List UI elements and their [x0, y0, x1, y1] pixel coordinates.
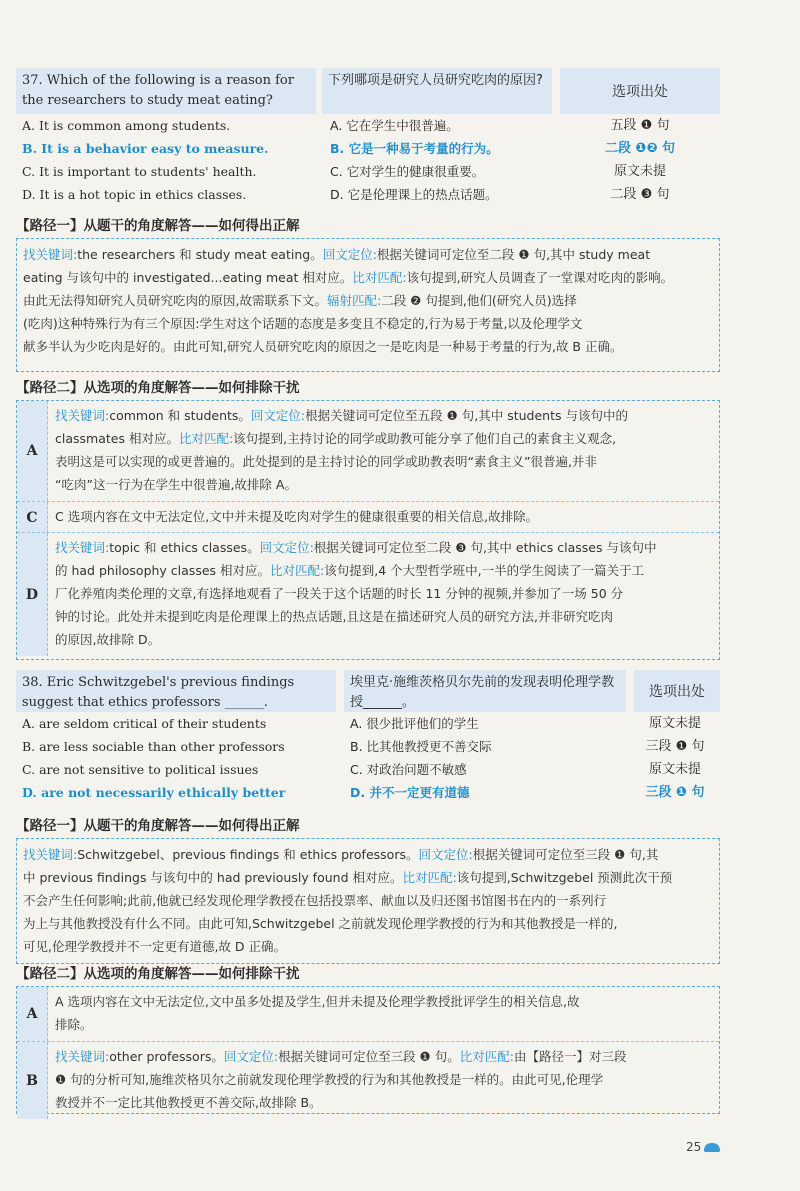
step-text: 该句提到,研究人员调查了一堂课对吃肉的影响。 — [406, 270, 674, 285]
explanation-line — [23, 243, 713, 266]
q37-question-cn-text: 下列哪项是研究人员研究吃肉的原因? — [328, 73, 543, 88]
option-cn: A. 它在学生中很普遍。 — [330, 118, 459, 133]
explanation-line — [55, 473, 711, 496]
option-analysis — [55, 1045, 711, 1114]
step-text: 根据关键词可定位至三段 ❶ 句。 — [278, 1049, 460, 1064]
option-analysis — [55, 990, 711, 1036]
step-label: 回文定位: — [322, 247, 377, 262]
q37-question-en — [16, 68, 316, 114]
option-cn: C. 对政治问题不敏感 — [350, 762, 467, 777]
option-source: 原文未提 — [648, 762, 701, 777]
step-label: 比对匹配: — [459, 1049, 514, 1064]
q37-route1-text — [23, 243, 713, 358]
option-cn: B. 比其他教授更不善交际 — [350, 739, 492, 754]
step-text: other professors。 — [109, 1049, 224, 1064]
step-text: 该句提到,Schwitzgebel 预测此次干预 — [456, 870, 673, 885]
explanation-line — [55, 450, 711, 473]
step-text: 由【路径一】对三段 — [513, 1049, 627, 1064]
step-text: 中 previous findings 与该句中的 had previously found 相对应。 — [23, 870, 403, 885]
option-en: D. It is a hot topic in ethics classes. — [22, 187, 247, 202]
step-text: 根据关键词可定位至三段 ❶ 句,其 — [472, 847, 659, 862]
explanation-line — [55, 628, 711, 651]
q38-question-en — [16, 670, 336, 712]
step-label: 回文定位: — [223, 1049, 279, 1064]
explanation-line — [23, 312, 713, 335]
option-row-a — [17, 987, 719, 1041]
step-text: eating 与该句中的 investigated...eating meat 相对应。 — [23, 270, 353, 285]
step-text: (吃肉)这种特殊行为有三个原因:学生对这个话题的态度是多变且不稳定的,行为易于考量,以及伦理学文 — [23, 316, 583, 331]
option-en: A. are seldom critical of their students — [22, 716, 267, 731]
option-letter: C — [17, 502, 48, 533]
step-text: ❶ 句的分析可知,施维茨格贝尔之前就发现伦理学教授的行为和其他教授是一样的。由此可见,伦理学 — [55, 1072, 604, 1087]
q38-route1-title: 【路径一】从题干的角度解答——如何得出正解 — [16, 818, 300, 834]
step-text: “吃肉”这一行为在学生中很普遍,故排除 A。 — [55, 477, 297, 492]
explanation-line — [55, 1091, 711, 1114]
step-label: 比对匹配: — [178, 431, 234, 446]
step-label: 比对匹配: — [352, 270, 407, 285]
option-analysis — [55, 404, 711, 496]
q37-route1-title: 【路径一】从题干的角度解答——如何得出正解 — [16, 218, 300, 234]
step-text: 排除。 — [55, 1017, 93, 1032]
option-letter: D — [17, 533, 48, 656]
book-icon — [704, 1143, 720, 1152]
option-source: 二段 ❶❷ 句 — [604, 141, 676, 156]
explanation-line — [55, 505, 711, 528]
option-en: C. It is important to students' health. — [22, 164, 257, 179]
step-label: 找关键词: — [55, 408, 110, 423]
explanation-line — [55, 1013, 711, 1036]
step-text: 该句提到,主持讨论的同学或助教可能分享了他们自己的素食主义观念, — [233, 431, 617, 446]
step-text: 厂化养殖肉类伦理的文章,有选择地观看了一段关于这个话题的时长 11 分钟的视频,并参加了一场 50 分 — [55, 586, 624, 601]
option-row-a — [17, 401, 719, 501]
q37-route2-title: 【路径二】从选项的角度解答——如何排除干扰 — [16, 380, 300, 396]
option-en: D. are not necessarily ethically better — [22, 785, 286, 800]
explanation-line — [23, 866, 713, 889]
step-text: 根据关键词可定位至二段 ❸ 句,其中 ethics classes 与该句中 — [313, 540, 657, 555]
step-label: 比对匹配: — [402, 870, 457, 885]
option-en: B. It is a behavior easy to measure. — [22, 141, 269, 156]
q38-question-cn-text: 埃里克·施维茨格贝尔先前的发现表明伦理学教授______。 — [350, 675, 615, 710]
option-source: 五段 ❶ 句 — [610, 118, 670, 133]
q38-route2-title: 【路径二】从选项的角度解答——如何排除干扰 — [16, 966, 300, 982]
option-source: 三段 ❶ 句 — [645, 785, 705, 800]
page-number — [686, 1140, 720, 1154]
option-source: 三段 ❶ 句 — [645, 739, 705, 754]
explanation-line — [23, 335, 713, 358]
option-row-c — [17, 501, 719, 533]
step-text: C 选项内容在文中无法定位,文中并未提及吃肉对学生的健康很重要的相关信息,故排除。 — [55, 509, 539, 524]
explanation-line — [55, 427, 711, 450]
option-analysis — [55, 505, 711, 528]
step-text: 根据关键词可定位至二段 ❶ 句,其中 study meat — [376, 247, 651, 262]
step-text: A 选项内容在文中无法定位,文中虽多处提及学生,但并未提及伦理学教授批评学生的相关信息,故 — [55, 994, 580, 1009]
q38-source-header-text: 选项出处 — [649, 684, 705, 700]
explanation-line — [55, 582, 711, 605]
explanation-line — [23, 843, 713, 866]
q38-question-cn — [344, 670, 626, 712]
explanation-line — [23, 889, 713, 912]
step-text: 的原因,故排除 D。 — [55, 632, 161, 647]
step-text: 教授并不一定比其他教授更不善交际,故排除 B。 — [55, 1095, 322, 1110]
option-cn: C. 它对学生的健康很重要。 — [330, 164, 485, 179]
step-label: 回文定位: — [250, 408, 306, 423]
step-label: 比对匹配: — [270, 563, 325, 578]
step-label: 辐射匹配: — [326, 293, 382, 308]
explanation-line — [23, 912, 713, 935]
q38-question-en-text: 38. Eric Schwitzgebel's previous findings suggest that ethics professors ______. — [22, 675, 295, 710]
step-text: 根据关键词可定位至五段 ❶ 句,其中 students 与该句中的 — [305, 408, 628, 423]
step-label: 找关键词: — [23, 247, 78, 262]
step-label: 找关键词: — [23, 847, 78, 862]
q37-source-header-text: 选项出处 — [612, 84, 668, 100]
q38-route1-box — [16, 838, 720, 964]
step-text: 为上与其他教授没有什么不同。由此可知,Schwitzgebel 之前就发现伦理学教授的行为和其他教授是一样的, — [23, 916, 618, 931]
q38-route2-table — [16, 986, 720, 1114]
explanation-line — [23, 266, 713, 289]
q38-route1-text — [23, 843, 713, 958]
step-text: Schwitzgebel、previous findings 和 ethics professors。 — [77, 847, 419, 862]
explanation-line — [55, 536, 711, 559]
step-label: 找关键词: — [55, 540, 110, 555]
option-cn: D. 它是伦理课上的热点话题。 — [330, 187, 498, 202]
step-text: 可见,伦理学教授并不一定更有道德,故 D 正确。 — [23, 939, 287, 954]
explanation-line — [55, 605, 711, 628]
explanation-line — [55, 990, 711, 1013]
step-text: the researchers 和 study meat eating。 — [77, 247, 323, 262]
page-number-text: 25 — [686, 1140, 702, 1154]
option-cn: D. 并不一定更有道德 — [350, 785, 470, 800]
step-text: 献多半认为少吃肉是好的。由此可知,研究人员研究吃肉的原因之一是吃肉是一种易于考量的行为,故 B 正确。 — [23, 339, 623, 354]
option-row-d — [17, 532, 719, 656]
step-text: 不会产生任何影响;此前,他就已经发现伦理学教授在包括投票率、献血以及归还图书馆图书在内的一系列行 — [23, 893, 607, 908]
option-analysis — [55, 536, 711, 651]
explanation-line — [55, 404, 711, 427]
option-letter: B — [17, 1042, 48, 1119]
step-text: topic 和 ethics classes。 — [109, 540, 260, 555]
option-row-b — [17, 1041, 719, 1119]
option-cn: A. 很少批评他们的学生 — [350, 716, 479, 731]
explanation-line — [23, 289, 713, 312]
option-source: 二段 ❸ 句 — [610, 187, 670, 202]
step-text: 该句提到,4 个大型哲学班中,一半的学生阅读了一篇关于工 — [324, 563, 645, 578]
option-source: 原文未提 — [613, 164, 666, 179]
q37-route2-table — [16, 400, 720, 660]
step-text: 由此无法得知研究人员研究吃肉的原因,故需联系下文。 — [23, 293, 327, 308]
option-source: 原文未提 — [648, 716, 701, 731]
explanation-line — [55, 559, 711, 582]
explanation-line — [55, 1045, 711, 1068]
option-cn: B. 它是一种易于考量的行为。 — [330, 141, 499, 156]
step-label: 回文定位: — [259, 540, 314, 555]
q37-question-en-text: 37. Which of the following is a reason for the researchers to study meat eating? — [22, 73, 294, 108]
option-en: A. It is common among students. — [22, 118, 231, 133]
q37-source-header — [560, 68, 720, 114]
step-label: 回文定位: — [418, 847, 473, 862]
q37-question-cn — [322, 68, 552, 114]
option-en: B. are less sociable than other professors — [22, 739, 285, 754]
step-text: 表明这是可以实现的或更普遍的。此处提到的是主持讨论的同学或助教表明“素食主义”很普遍,并非 — [55, 454, 597, 469]
step-text: classmates 相对应。 — [55, 431, 179, 446]
step-text: 钟的讨论。此处并未提到吃肉是伦理课上的热点话题,且这是在描述研究人员的研究方法,并非研究吃肉 — [55, 609, 613, 624]
explanation-line — [23, 935, 713, 958]
option-en: C. are not sensitive to political issues — [22, 762, 259, 777]
step-text: 二段 ❷ 句提到,他们(研究人员)选择 — [381, 293, 577, 308]
option-letter: A — [17, 401, 48, 501]
q38-source-header — [634, 670, 720, 712]
step-text: 的 had philosophy classes 相对应。 — [55, 563, 271, 578]
option-letter: A — [17, 987, 48, 1041]
step-label: 找关键词: — [55, 1049, 110, 1064]
explanation-line — [55, 1068, 711, 1091]
q37-route1-box — [16, 238, 720, 372]
step-text: common 和 students。 — [109, 408, 251, 423]
